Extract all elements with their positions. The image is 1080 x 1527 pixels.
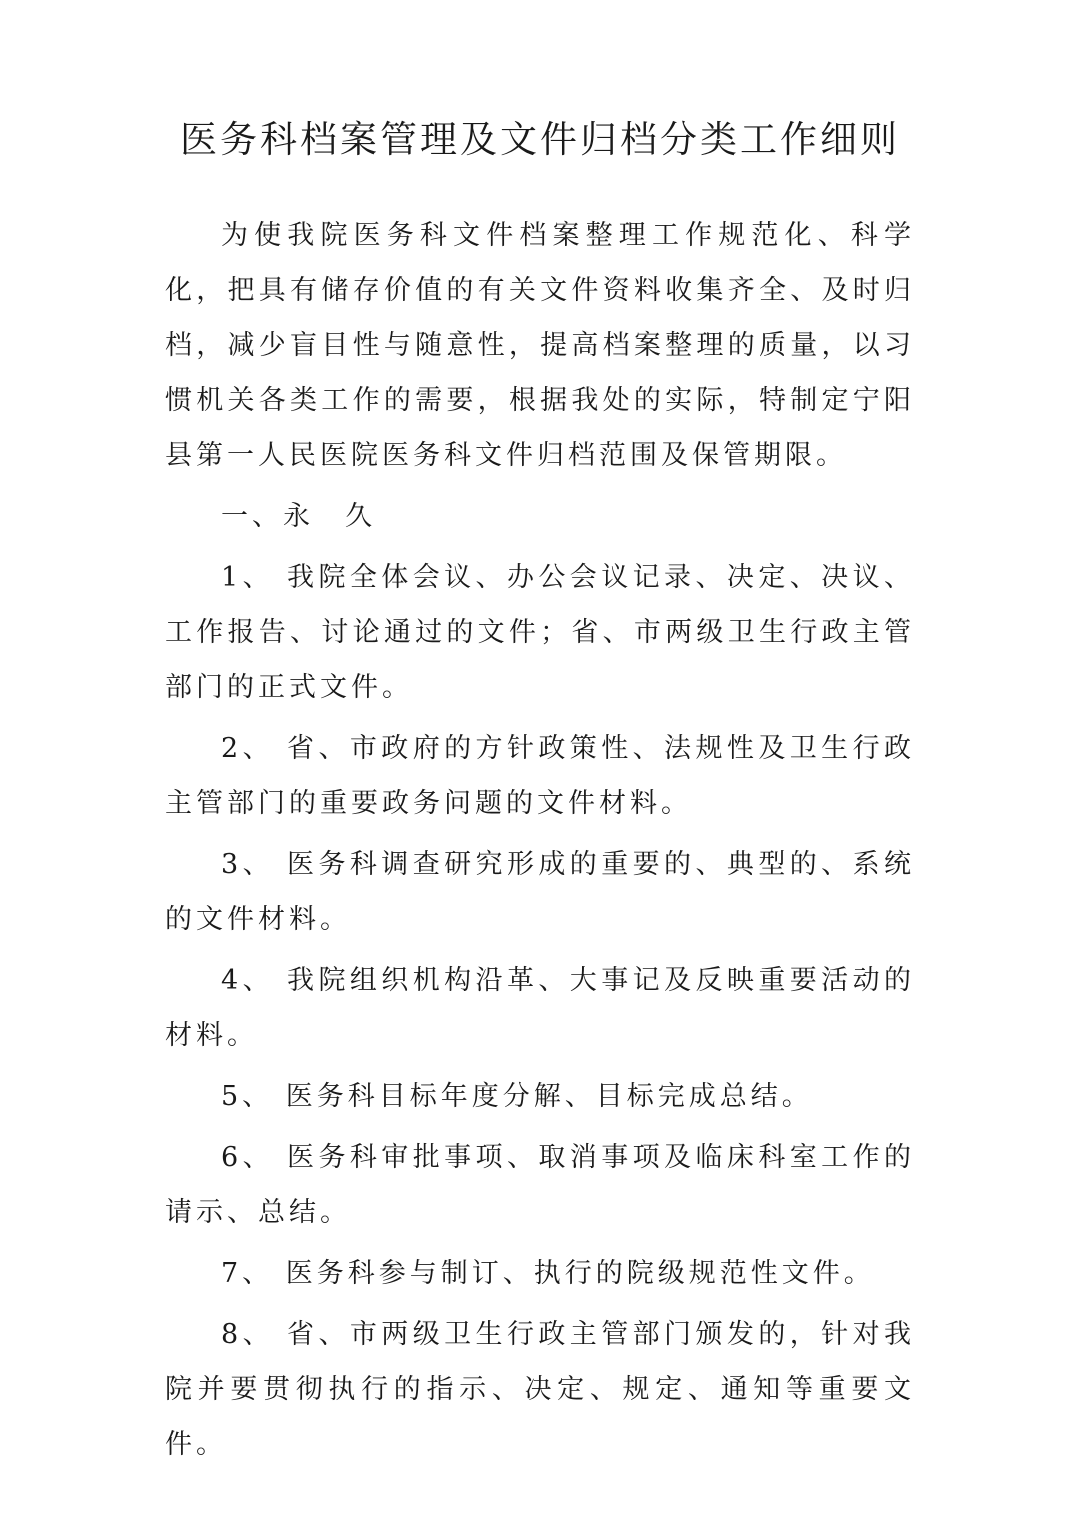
list-item: 8、 省、市两级卫生行政主管部门颁发的，针对我院并要贯彻执行的指示、决定、规定、通知等重要文件。: [165, 1319, 915, 1460]
intro-paragraph: 为使我院医务科文件档案整理工作规范化、科学化，把具有储存价值的有关文件资料收集齐全、及时归档，减少盲目性与随意性，提高档案整理的质量，以习惯机关各类工作的需要，根据我处的实际，特制定宁阳县第一人民医院医务科文件归档范围及保管期限。: [165, 220, 915, 471]
list-item: 7、 医务科参与制订、执行的院级规范性文件。: [221, 1258, 875, 1289]
list-item: 2、 省、市政府的方针政策性、法规性及卫生行政主管部门的重要政务问题的文件材料。: [165, 733, 915, 819]
document-body: [165, 208, 915, 1478]
list-item: 3、 医务科调查研究形成的重要的、典型的、系统的文件材料。: [165, 849, 915, 935]
document-title: 医务科档案管理及文件归档分类工作细则: [180, 118, 900, 161]
list-item: 6、 医务科审批事项、取消事项及临床科室工作的请示、总结。: [165, 1142, 915, 1228]
section-heading-permanent: 一、永 久: [221, 501, 376, 532]
list-item: 5、 医务科目标年度分解、目标完成总结。: [221, 1081, 813, 1112]
list-item: 4、 我院组织机构沿革、大事记及反映重要活动的材料。: [165, 965, 915, 1051]
list-item: 1、 我院全体会议、办公会议记录、决定、决议、工作报告、讨论通过的文件；省、市两级卫生行政主管部门的正式文件。: [165, 562, 915, 703]
